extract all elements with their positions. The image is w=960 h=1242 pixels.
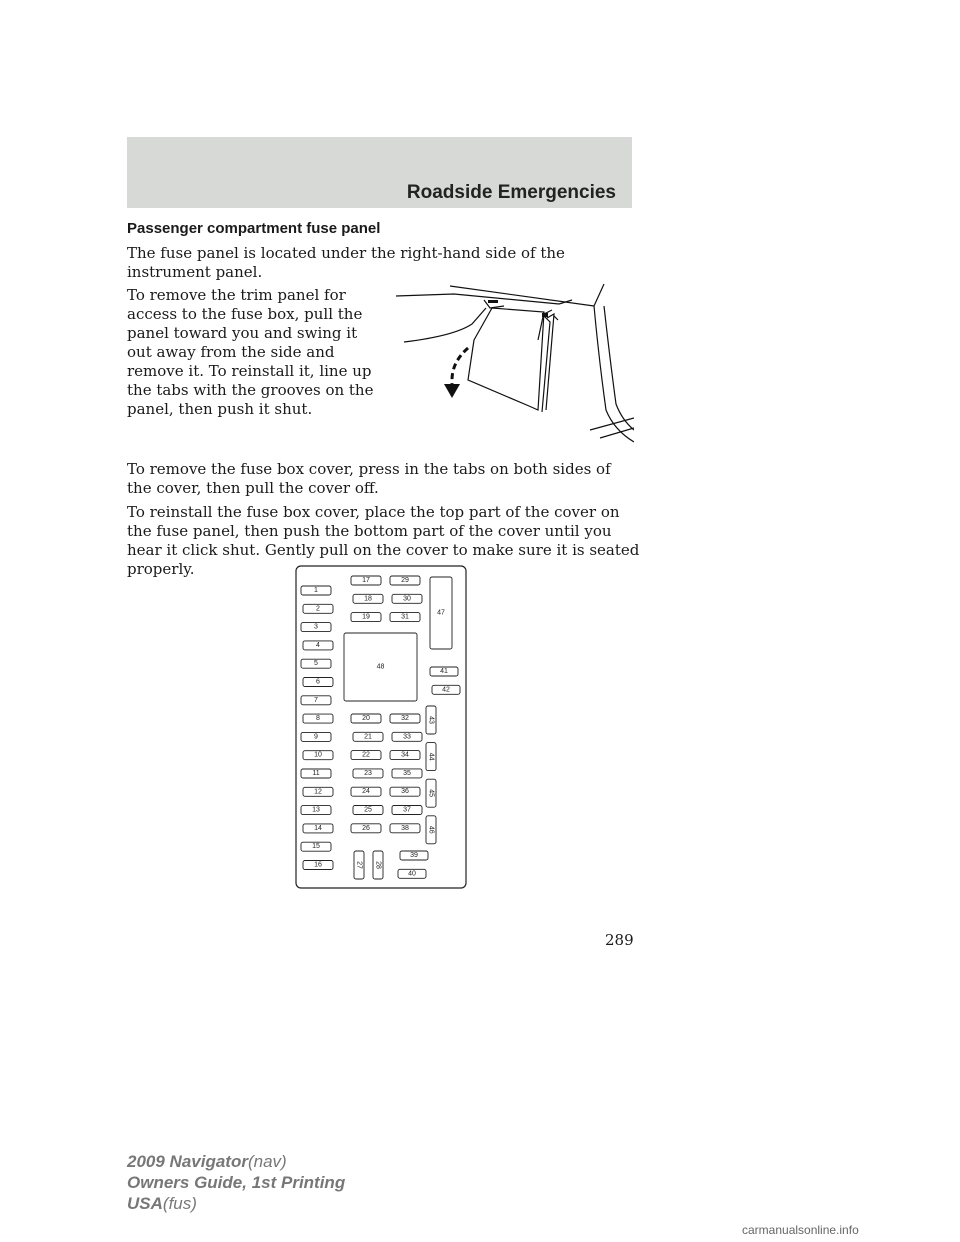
svg-text:10: 10 bbox=[314, 751, 322, 759]
fuse-43 bbox=[426, 706, 436, 734]
svg-text:24: 24 bbox=[362, 788, 370, 796]
svg-text:22: 22 bbox=[362, 751, 370, 759]
fuse-38 bbox=[390, 824, 420, 833]
fuse-37 bbox=[392, 806, 422, 815]
fuse-9 bbox=[301, 732, 331, 741]
svg-text:37: 37 bbox=[403, 806, 411, 814]
svg-text:47: 47 bbox=[437, 609, 445, 617]
fuse-45 bbox=[426, 779, 436, 807]
svg-text:21: 21 bbox=[364, 733, 372, 741]
svg-text:18: 18 bbox=[364, 595, 372, 603]
paragraph-reinstall-cover: To reinstall the fuse box cover, place the top part of the cover on the fuse panel, then push the bottom part of the cover until you hear it click shut. Gently pull on the cover to make sure it is seated properly. bbox=[127, 503, 640, 578]
fuse-26 bbox=[351, 824, 381, 833]
fuse-4 bbox=[303, 641, 333, 650]
fuse-24 bbox=[351, 787, 381, 796]
svg-text:31: 31 bbox=[401, 613, 409, 621]
fuse-40 bbox=[398, 869, 426, 878]
svg-text:16: 16 bbox=[314, 861, 322, 869]
section-heading: Passenger compartment fuse panel bbox=[127, 220, 381, 237]
fuse-3 bbox=[301, 623, 331, 632]
fuse-32 bbox=[390, 714, 420, 723]
fuse-18 bbox=[353, 594, 383, 603]
paragraph-remove-cover: To remove the fuse box cover, press in the tabs on both sides of the cover, then pull the cover off. bbox=[127, 460, 611, 497]
svg-text:29: 29 bbox=[401, 577, 409, 584]
svg-text:11: 11 bbox=[312, 770, 320, 777]
fuse-36 bbox=[390, 787, 420, 796]
svg-text:42: 42 bbox=[442, 686, 450, 694]
svg-text:46: 46 bbox=[427, 825, 435, 834]
fuse-6 bbox=[303, 678, 333, 687]
fuse-19 bbox=[351, 613, 381, 622]
fuse-15 bbox=[301, 842, 331, 851]
svg-text:39: 39 bbox=[410, 852, 418, 859]
fuse-42 bbox=[432, 685, 460, 694]
fuse-11 bbox=[301, 769, 331, 778]
svg-text:20: 20 bbox=[362, 715, 370, 722]
fuse-33 bbox=[392, 732, 422, 741]
footer-model-code: (nav) bbox=[247, 1152, 287, 1171]
fuse-16 bbox=[303, 861, 333, 870]
svg-text:41: 41 bbox=[440, 668, 448, 675]
page-number: 289 bbox=[605, 931, 634, 949]
svg-text:28: 28 bbox=[374, 861, 382, 869]
fuse-13 bbox=[301, 806, 331, 815]
svg-text:8: 8 bbox=[316, 715, 320, 723]
svg-text:26: 26 bbox=[362, 824, 370, 832]
fuse-31 bbox=[390, 613, 420, 622]
svg-text:15: 15 bbox=[312, 843, 320, 851]
footer-market: USA bbox=[127, 1194, 163, 1213]
fuse-35 bbox=[392, 769, 422, 778]
svg-text:40: 40 bbox=[408, 870, 416, 878]
fuse-5 bbox=[301, 659, 331, 668]
svg-text:12: 12 bbox=[314, 788, 322, 796]
svg-text:13: 13 bbox=[312, 806, 320, 814]
svg-text:30: 30 bbox=[403, 595, 411, 603]
svg-text:19: 19 bbox=[362, 613, 370, 621]
footer bbox=[127, 1151, 345, 1214]
chapter-title: Roadside Emergencies bbox=[406, 182, 616, 203]
fuse-41 bbox=[430, 667, 458, 676]
svg-text:43: 43 bbox=[427, 716, 435, 724]
watermark: carmanualsonline.info bbox=[742, 1223, 859, 1237]
svg-text:33: 33 bbox=[403, 733, 411, 741]
svg-text:27: 27 bbox=[355, 861, 363, 869]
fuse-34 bbox=[390, 751, 420, 760]
fuse-23 bbox=[353, 769, 383, 778]
fuse-2 bbox=[303, 604, 333, 613]
fuse-7 bbox=[301, 696, 331, 705]
fuse-39 bbox=[400, 851, 428, 860]
fuse-panel-diagram bbox=[295, 565, 467, 889]
svg-text:45: 45 bbox=[427, 789, 435, 798]
svg-text:34: 34 bbox=[401, 751, 409, 759]
svg-text:35: 35 bbox=[403, 769, 411, 777]
svg-text:38: 38 bbox=[401, 824, 409, 832]
footer-edition: Owners Guide, 1st Printing bbox=[127, 1173, 346, 1192]
fuse-22 bbox=[351, 751, 381, 760]
fuse-25 bbox=[353, 806, 383, 815]
svg-text:2: 2 bbox=[316, 605, 320, 613]
svg-text:36: 36 bbox=[401, 788, 409, 796]
trim-panel-illustration bbox=[394, 280, 634, 460]
svg-text:48: 48 bbox=[376, 663, 385, 671]
svg-text:6: 6 bbox=[316, 678, 320, 686]
paragraph-trim-panel: To remove the trim panel for access to the fuse box, pull the panel toward you and swing it out away from the side and remove it. To reinstall it, line up the tabs with the grooves on the panel, then push it shut. bbox=[127, 286, 374, 418]
footer-model: 2009 Navigator bbox=[127, 1152, 248, 1171]
fuse-20 bbox=[351, 714, 381, 723]
fuse-29 bbox=[390, 576, 420, 585]
fuse-8 bbox=[303, 714, 333, 723]
fuse-44 bbox=[426, 743, 436, 771]
relay-48 bbox=[344, 633, 417, 701]
svg-text:7: 7 bbox=[314, 696, 318, 704]
svg-text:4: 4 bbox=[316, 641, 320, 649]
svg-text:9: 9 bbox=[314, 733, 318, 741]
header-band bbox=[127, 137, 632, 208]
fuse-46 bbox=[426, 816, 436, 844]
svg-text:32: 32 bbox=[401, 715, 409, 722]
paragraph-location: The fuse panel is located under the right-hand side of the instrument panel. bbox=[127, 244, 565, 281]
svg-text:3: 3 bbox=[314, 623, 318, 631]
svg-text:5: 5 bbox=[314, 660, 318, 668]
fuse-28 bbox=[373, 851, 383, 879]
svg-text:25: 25 bbox=[364, 806, 372, 814]
footer-market-code: (fus) bbox=[162, 1194, 197, 1213]
svg-text:44: 44 bbox=[427, 752, 435, 761]
fuse-12 bbox=[303, 787, 333, 796]
fuse-21 bbox=[353, 732, 383, 741]
relay-47 bbox=[430, 577, 452, 649]
fuse-27 bbox=[354, 851, 364, 879]
svg-text:1: 1 bbox=[314, 587, 318, 594]
svg-text:23: 23 bbox=[364, 769, 372, 777]
fuse-30 bbox=[392, 594, 422, 603]
fuse-1 bbox=[301, 586, 331, 595]
fuse-14 bbox=[303, 824, 333, 833]
fuse-17 bbox=[351, 576, 381, 585]
svg-text:17: 17 bbox=[362, 577, 370, 584]
svg-text:14: 14 bbox=[314, 824, 322, 832]
fuse-10 bbox=[303, 751, 333, 760]
